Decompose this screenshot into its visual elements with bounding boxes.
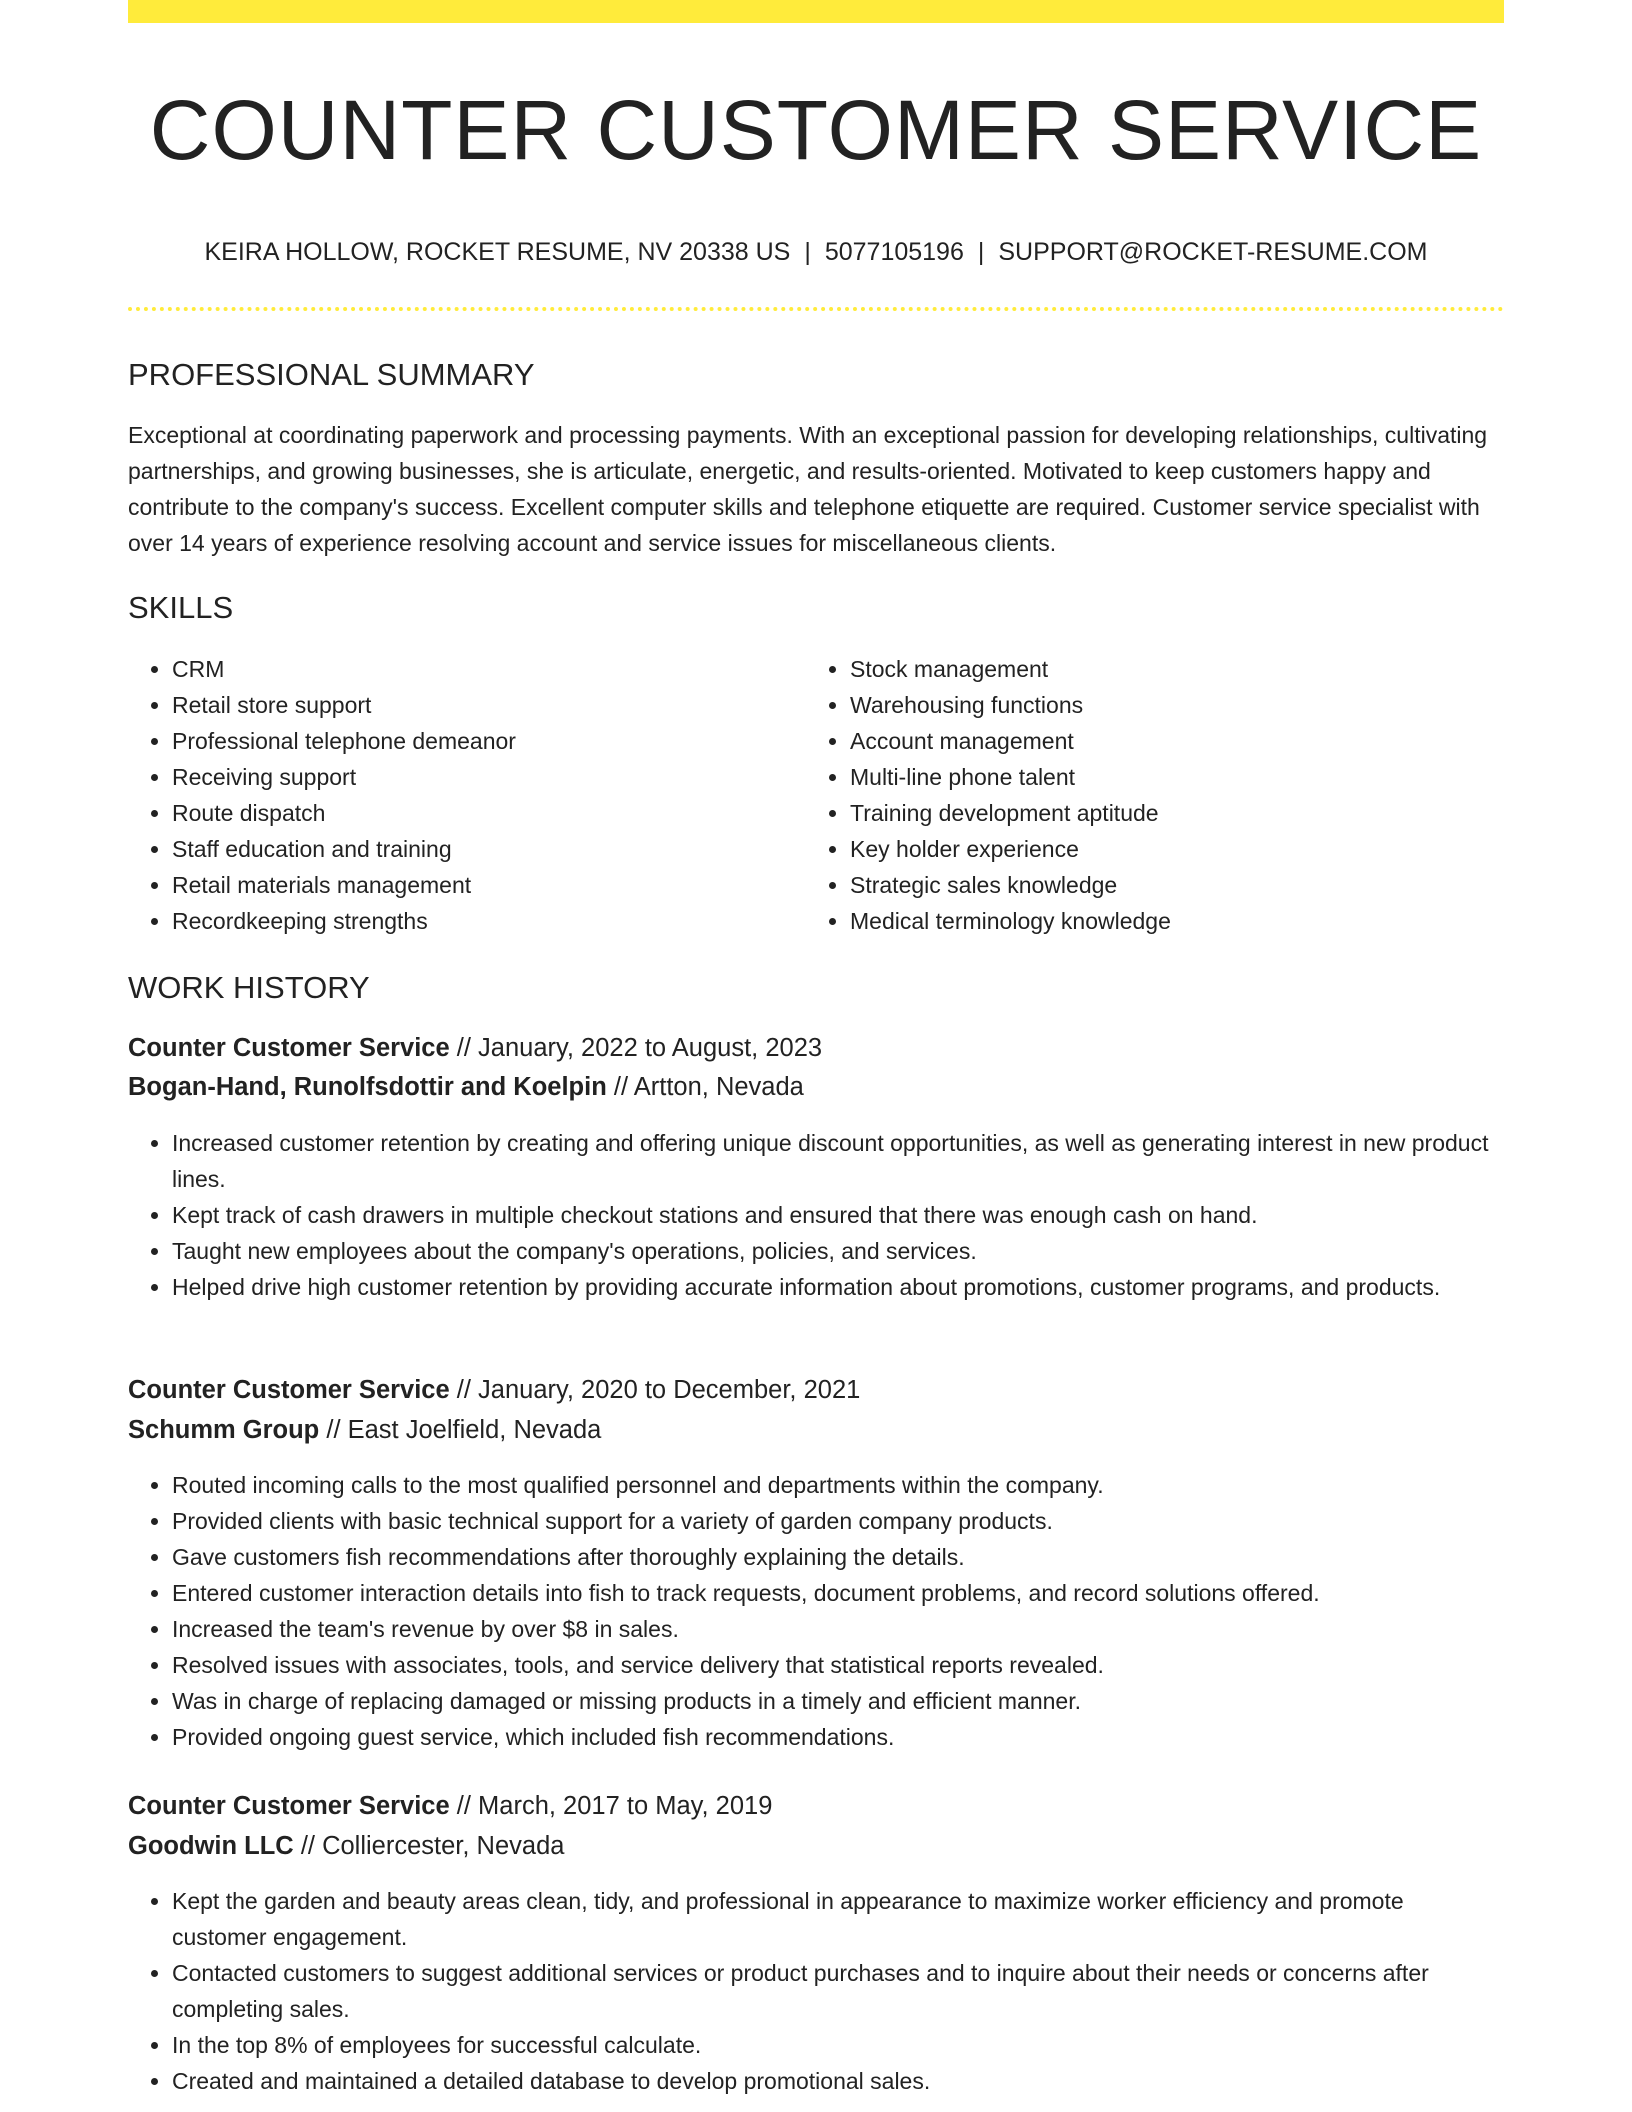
skill-item: • Training development aptitude (850, 795, 1446, 831)
skills-column-left (128, 651, 768, 939)
job-duties (128, 1467, 1504, 1755)
job-title-line (128, 1034, 822, 1063)
skill-item: • Recordkeeping strengths (172, 903, 768, 939)
job-title-line (128, 1792, 772, 1821)
job-company: Goodwin LLC (128, 1832, 294, 1860)
resume-title: COUNTER CUSTOMER SERVICE (149, 83, 1483, 177)
top-accent-bar (128, 0, 1504, 23)
job-duties (128, 1125, 1504, 1305)
skill-item: • Staff education and training (172, 831, 768, 867)
job-company-line (128, 1832, 564, 1861)
duty-item: • Taught new employees about the company's operations, policies, and services. (172, 1233, 1504, 1269)
job-title: Counter Customer Service (128, 1376, 450, 1404)
work-history-heading: WORK HISTORY (128, 970, 370, 1005)
contact-line (128, 238, 1504, 267)
contact-address: KEIRA HOLLOW, ROCKET RESUME, NV 20338 US (204, 238, 791, 266)
duty-item: • Increased customer retention by creating and offering unique discount opportunities, as well as generating interest in new product lines. (172, 1125, 1504, 1197)
skill-item: • Medical terminology knowledge (850, 903, 1446, 939)
duty-item: • Created and maintained a detailed database to develop promotional sales. (172, 2063, 1504, 2099)
duty-item: • Kept the garden and beauty areas clean, tidy, and professional in appearance to maximize worker efficiency and promote customer engagement. (172, 1883, 1504, 1955)
job-location: // Colliercester, Nevada (300, 1832, 565, 1860)
summary-text: Exceptional at coordinating paperwork and processing payments. With an exceptional passion for developing relationships, cultivating partnerships, and growing businesses, she is articulate, energetic, and results-oriented. Motivated to keep customers happy and contribute to the company's success. Excellent computer skills and telephone etiquette are required. Customer service specialist with over 14 years of experience resolving account and service issues for miscellaneous clients. (128, 422, 1488, 556)
job-title: Counter Customer Service (128, 1792, 450, 1820)
duty-item: • Increased the team's revenue by over $8 in sales. (172, 1611, 1504, 1647)
skill-item: • Receiving support (172, 759, 768, 795)
duty-item: • Routed incoming calls to the most qualified personnel and departments within the company. (172, 1467, 1504, 1503)
job-company: Bogan-Hand, Runolfsdottir and Koelpin (128, 1073, 607, 1101)
skill-item: • Stock management (850, 651, 1446, 687)
skills-heading: SKILLS (128, 590, 234, 625)
duty-item: • Contacted customers to suggest additional services or product purchases and to inquire about their needs or concerns after completing sales. (172, 1955, 1504, 2027)
job-dates: // March, 2017 to May, 2019 (456, 1792, 773, 1820)
skill-item: • Retail materials management (172, 867, 768, 903)
duty-item: • Provided clients with basic technical support for a variety of garden company products. (172, 1503, 1504, 1539)
job-title-line (128, 1376, 860, 1405)
skill-item: • CRM (172, 651, 768, 687)
job-company-line (128, 1073, 804, 1102)
job-dates: // January, 2022 to August, 2023 (456, 1034, 823, 1062)
duty-item: • In the top 8% of employees for successful calculate. (172, 2027, 1504, 2063)
duty-item: • Gave customers fish recommendations after thoroughly explaining the details. (172, 1539, 1504, 1575)
job-location: // East Joelfield, Nevada (326, 1416, 602, 1444)
job-company: Schumm Group (128, 1416, 320, 1444)
contact-phone: 5077105196 (824, 238, 964, 266)
dotted-divider (128, 307, 1504, 311)
skill-item: • Retail store support (172, 687, 768, 723)
duty-item: • Entered customer interaction details into fish to track requests, document problems, and record solutions offered. (172, 1575, 1504, 1611)
job-company-line (128, 1416, 601, 1445)
duty-item: • Was in charge of replacing damaged or missing products in a timely and efficient manner. (172, 1683, 1504, 1719)
duty-item: • Resolved issues with associates, tools, and service delivery that statistical reports revealed. (172, 1647, 1504, 1683)
contact-email: SUPPORT@ROCKET-RESUME.COM (998, 238, 1428, 266)
skills-column-right (806, 651, 1446, 939)
skill-item: • Professional telephone demeanor (172, 723, 768, 759)
skill-item: • Multi-line phone talent (850, 759, 1446, 795)
job-location: // Artton, Nevada (613, 1073, 804, 1101)
skill-item: • Key holder experience (850, 831, 1446, 867)
job-title: Counter Customer Service (128, 1034, 450, 1062)
duty-item: • Helped drive high customer retention by providing accurate information about promotions, customer programs, and products. (172, 1269, 1504, 1305)
skill-item: • Route dispatch (172, 795, 768, 831)
job-dates: // January, 2020 to December, 2021 (456, 1376, 861, 1404)
contact-separator: | (977, 238, 985, 266)
contact-separator: | (804, 238, 811, 266)
duty-item: • Provided ongoing guest service, which included fish recommendations. (172, 1719, 1504, 1755)
skill-item: • Warehousing functions (850, 687, 1446, 723)
job-duties (128, 1883, 1504, 2099)
skill-item: • Strategic sales knowledge (850, 867, 1446, 903)
skill-item: • Account management (850, 723, 1446, 759)
duty-item: • Kept track of cash drawers in multiple checkout stations and ensured that there was enough cash on hand. (172, 1197, 1504, 1233)
summary-heading: PROFESSIONAL SUMMARY (128, 357, 535, 392)
